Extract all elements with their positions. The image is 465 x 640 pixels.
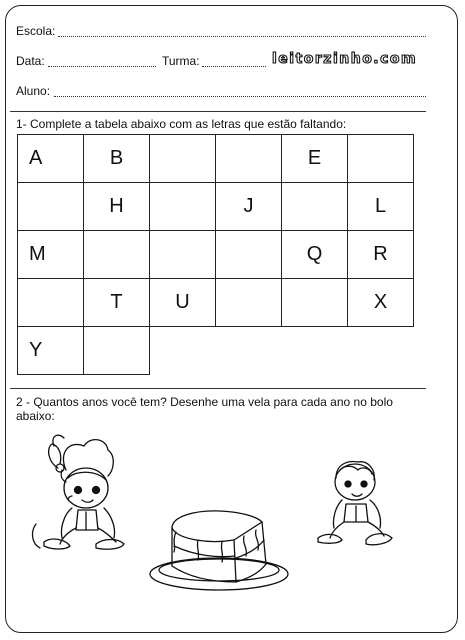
table-cell[interactable]: X — [348, 279, 414, 327]
table-cell[interactable]: U — [150, 279, 216, 327]
table-cell[interactable]: T — [84, 279, 150, 327]
table-cell[interactable]: A — [18, 135, 84, 183]
table-cell[interactable]: Q — [282, 231, 348, 279]
table-cell[interactable]: L — [348, 183, 414, 231]
table-cell[interactable]: H — [84, 183, 150, 231]
table-cell[interactable]: M — [18, 231, 84, 279]
cake-icon — [150, 511, 288, 590]
brand-logo: leitorzinho.com — [272, 51, 418, 67]
girl-reading-icon — [33, 435, 124, 549]
exercise2-prompt-line2: abaixo: — [16, 409, 55, 423]
table-cell[interactable]: J — [216, 183, 282, 231]
date-label: Data: — [16, 54, 45, 68]
exercise1-prompt: 1- Complete a tabela abaixo com as letras que estão faltando: — [16, 117, 347, 131]
class-label: Turma: — [162, 54, 200, 68]
boy-reading-icon — [318, 462, 392, 545]
table-cell[interactable]: Y — [18, 327, 84, 375]
exercise2-prompt-line1: 2 - Quantos anos você tem? Desenhe uma vela para cada ano no bolo — [16, 395, 393, 409]
school-label: Escola: — [16, 24, 56, 38]
table-cell[interactable]: R — [348, 231, 414, 279]
table-cell[interactable]: E — [282, 135, 348, 183]
student-label: Aluno: — [16, 84, 51, 98]
table-cell[interactable]: B — [84, 135, 150, 183]
